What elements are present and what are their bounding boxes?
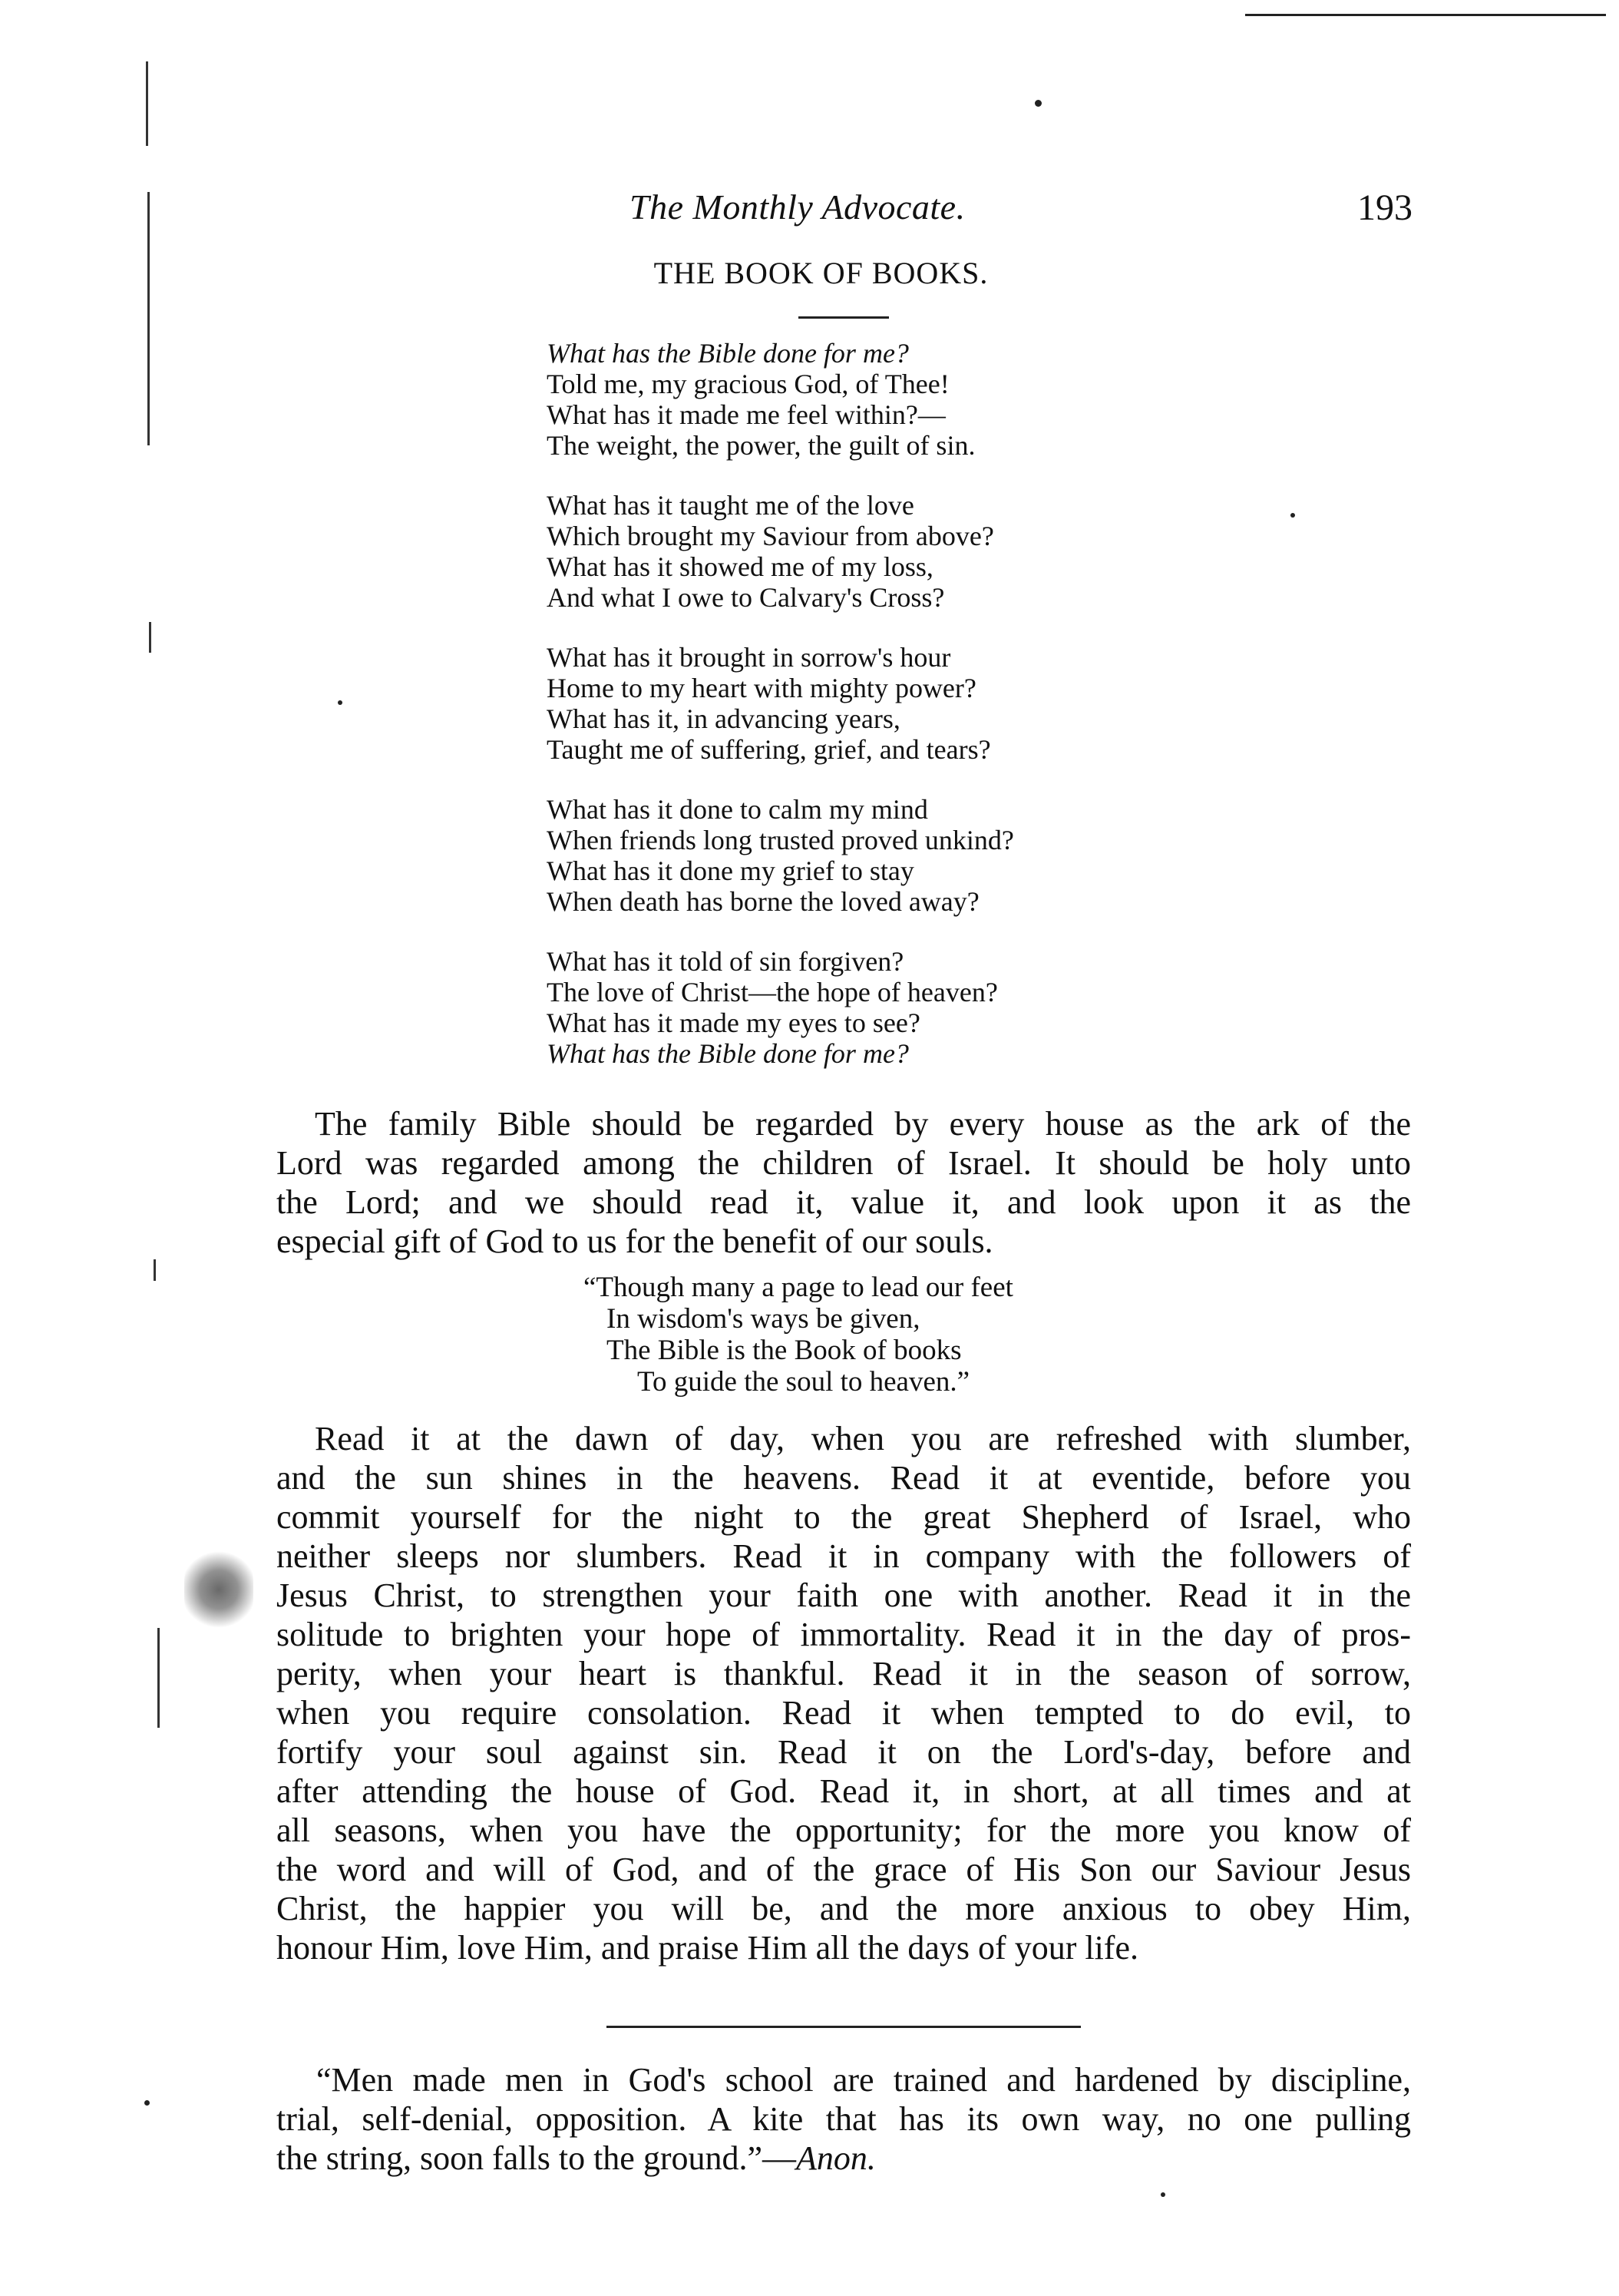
- closing-line: trial, self-denial, opposition. A kite that has its own way, no one pulling: [276, 2100, 1411, 2138]
- closing-line-final: [276, 2139, 1411, 2178]
- scan-margin-mark: [146, 61, 148, 146]
- poem-line: The weight, the power, the guilt of sin.: [547, 430, 976, 461]
- paragraph-line: and the sun shines in the heavens. Read it at eventide, before you: [276, 1459, 1411, 1497]
- paragraph-line: the word and will of God, and of the grace of His Son our Saviour Jesus: [276, 1851, 1411, 1888]
- page-number: 193: [1357, 187, 1412, 228]
- quote-line: In wisdom's ways be given,: [606, 1303, 920, 1335]
- poem-line: What has it showed me of my loss,: [547, 551, 933, 582]
- verse-quote: [583, 1272, 1013, 1398]
- scan-smudge: [184, 1547, 253, 1632]
- closing-line-text: the string, soon falls to the ground.”—: [276, 2139, 797, 2177]
- poem-line: When death has borne the loved away?: [547, 886, 980, 917]
- paragraph-line: solitude to brighten your hope of immortality. Read it in the day of pros-: [276, 1616, 1411, 1653]
- poem-line: What has it made me feel within?—: [547, 399, 946, 430]
- poem-stanza: [547, 338, 1014, 461]
- scan-speck: [1161, 2192, 1165, 2197]
- body-paragraph: [276, 1419, 1411, 1967]
- running-title: The Monthly Advocate.: [629, 187, 966, 227]
- poem-stanza: [547, 642, 1014, 765]
- paragraph-line: the Lord; and we should read it, value it, and look upon it as the: [276, 1183, 1411, 1221]
- attribution: Anon.: [796, 2139, 876, 2177]
- scan-speck: [1290, 513, 1295, 518]
- paragraph-line: Lord was regarded among the children of Israel. It should be holy unto: [276, 1144, 1411, 1182]
- poem-line: What has it made my eyes to see?: [547, 1007, 920, 1038]
- closing-quotation: [276, 2060, 1411, 2178]
- scan-speck: [338, 700, 342, 705]
- poem-line: What has the Bible done for me?: [547, 338, 909, 369]
- paragraph-line: perity, when your heart is thankful. Read it in the season of sorrow,: [276, 1655, 1411, 1692]
- paragraph-line: Read it at the dawn of day, when you are refreshed with slumber,: [315, 1420, 1411, 1457]
- scan-speck: [144, 2100, 150, 2106]
- poem-line: And what I owe to Calvary's Cross?: [547, 582, 945, 613]
- poem-line: The love of Christ—the hope of heaven?: [547, 977, 998, 1007]
- poem-line: Which brought my Saviour from above?: [547, 521, 994, 551]
- poem-line: Home to my heart with mighty power?: [547, 673, 976, 703]
- paragraph-line: honour Him, love Him, and praise Him all the days of your life.: [276, 1929, 1138, 1967]
- poem: [547, 338, 1014, 1098]
- paragraph-line: fortify your soul against sin. Read it on the Lord's-day, before and: [276, 1733, 1411, 1771]
- quote-line: “Though many a page to lead our feet: [583, 1272, 1013, 1303]
- poem-line: What has it, in advancing years,: [547, 703, 900, 734]
- poem-stanza: [547, 794, 1014, 917]
- poem-line: What has it taught me of the love: [547, 490, 914, 521]
- poem-line: What has the Bible done for me?: [547, 1038, 909, 1069]
- poem-stanza: [547, 946, 1014, 1069]
- paragraph-line: neither sleeps nor slumbers. Read it in company with the followers of: [276, 1537, 1411, 1575]
- scan-margin-mark: [157, 1628, 160, 1728]
- poem-line: Told me, my gracious God, of Thee!: [547, 369, 950, 399]
- paragraph-line: when you require consolation. Read it when tempted to do evil, to: [276, 1694, 1411, 1732]
- quote-line: To guide the soul to heaven.”: [637, 1366, 970, 1398]
- article-title: THE BOOK OF BOOKS.: [653, 256, 989, 290]
- poem-line: What has it brought in sorrow's hour: [547, 642, 951, 673]
- paragraph-line: Christ, the happier you will be, and the more anxious to obey Him,: [276, 1890, 1411, 1927]
- poem-line: What has it done to calm my mind: [547, 794, 928, 825]
- poem-line: What has it told of sin forgiven?: [547, 946, 904, 977]
- quote-line: The Bible is the Book of books: [606, 1335, 962, 1366]
- paragraph-line: after attending the house of God. Read it, in short, at all times and at: [276, 1772, 1411, 1810]
- poem-stanza: [547, 490, 1014, 613]
- scan-margin-mark: [154, 1259, 156, 1281]
- paragraph-line: commit yourself for the night to the great Shepherd of Israel, who: [276, 1498, 1411, 1536]
- scan-margin-mark: [149, 622, 151, 653]
- paragraph-line: Jesus Christ, to strengthen your faith one with another. Read it in the: [276, 1576, 1411, 1614]
- paragraph-line: especial gift of God to us for the benefit of our souls.: [276, 1222, 993, 1260]
- title-rule: [798, 316, 889, 319]
- poem-line: When friends long trusted proved unkind?: [547, 825, 1014, 855]
- scan-edge-rule: [1245, 14, 1606, 16]
- scan-margin-mark: [147, 192, 150, 445]
- poem-line: What has it done my grief to stay: [547, 855, 914, 886]
- scan-speck: [1035, 100, 1042, 107]
- body-paragraph: [276, 1104, 1411, 1261]
- closing-line: “Men made men in God's school are trained and hardened by discipline,: [316, 2061, 1411, 2099]
- paragraph-line: all seasons, when you have the opportunity; for the more you know of: [276, 1811, 1411, 1849]
- section-divider: [606, 2026, 1081, 2028]
- poem-line: Taught me of suffering, grief, and tears?: [547, 734, 991, 765]
- paragraph-line: The family Bible should be regarded by every house as the ark of the: [315, 1105, 1411, 1143]
